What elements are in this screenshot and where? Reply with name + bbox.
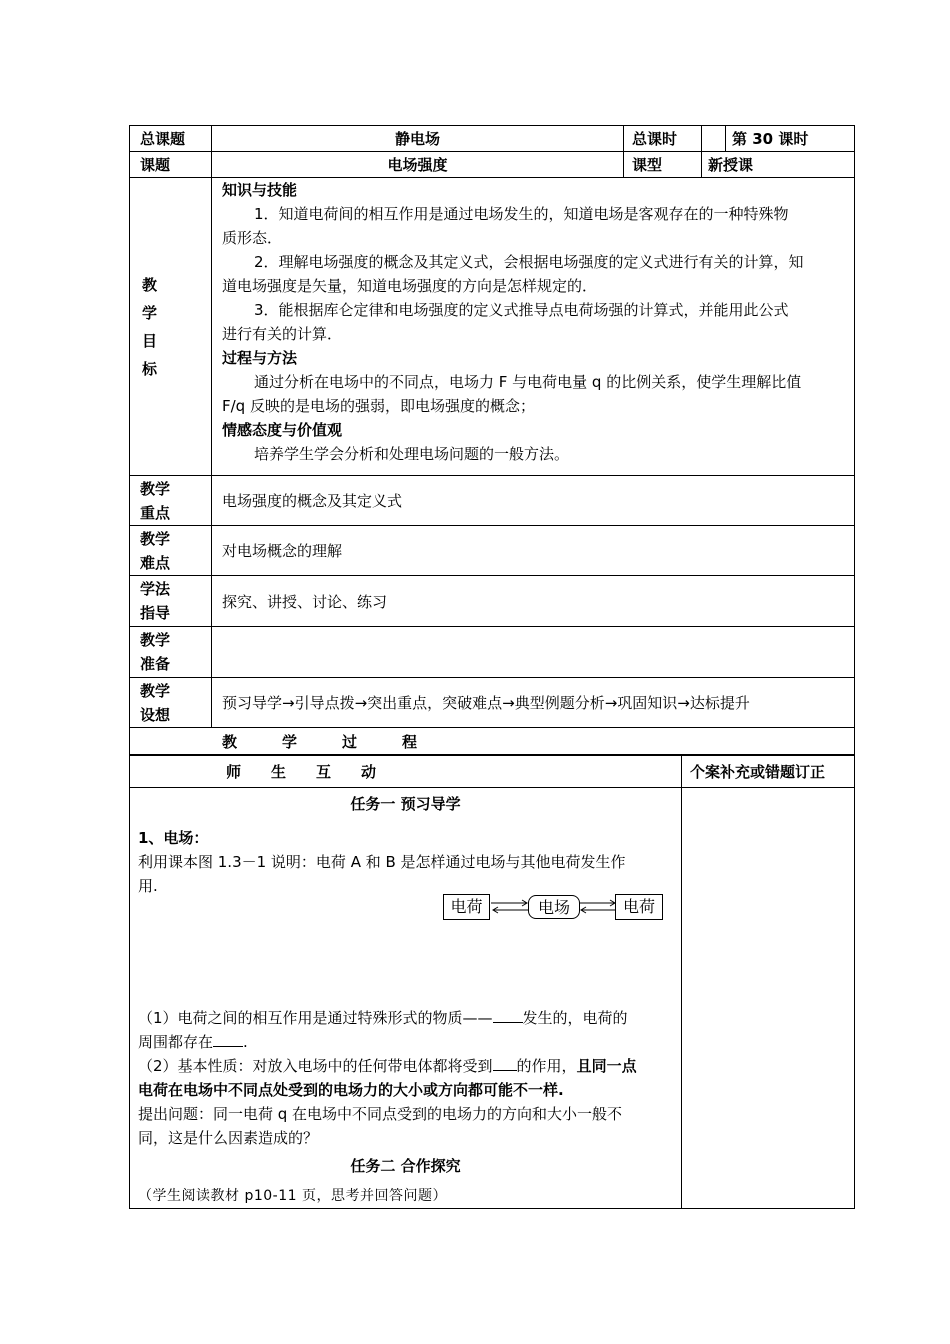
objectives-label-char: 目 xyxy=(142,331,158,350)
row-label-line: 重点 xyxy=(140,503,171,522)
difficulties-label xyxy=(130,526,212,576)
knowledge-item-3: 3．能根据库仑定律和电场强度的定义式推导点电荷场强的计算式，并能用此公式 xyxy=(254,301,789,319)
design-label xyxy=(130,678,212,728)
objectives-label-char: 教 xyxy=(142,275,158,294)
row-label-line: 教学 xyxy=(140,681,171,700)
q2-text: （2）基本性质：对放入电场中的任何带电体都将受到 xyxy=(138,1057,493,1075)
objectives-label xyxy=(130,178,212,476)
knowledge-item-3-cont: 进行有关的计算． xyxy=(222,325,343,343)
objectives-label-char: 标 xyxy=(142,359,158,378)
task1-intro: 利用课本图 1.3－1 说明：电荷 A 和 B 是怎样通过电场与其他电荷发生作 xyxy=(138,853,626,871)
type-label: 课型 xyxy=(624,152,702,178)
process-method-item: 通过分析在电场中的不同点，电场力 F 与电荷电量 q 的比例关系，使学生理解比值 xyxy=(254,373,802,391)
task2-note: （学生阅读教材 p10-11 页，思考并回答问题） xyxy=(138,1188,447,1204)
topic-label: 课题 xyxy=(130,152,212,178)
knowledge-item-2: 2．理解电场强度的概念及其定义式，会根据电场强度的定义式进行有关的计算，知 xyxy=(254,253,804,271)
task1-title: 任务一 预习导学 xyxy=(350,795,461,813)
interaction-header: 师 生 互 动 xyxy=(130,756,682,788)
task2-title: 任务二 合作探究 xyxy=(350,1157,461,1175)
process-method-title: 过程与方法 xyxy=(222,349,298,367)
objectives-label-char: 学 xyxy=(142,303,158,322)
objectives-content xyxy=(212,178,855,476)
row-label-line: 准备 xyxy=(140,655,171,673)
task1-intro-cont: 用. xyxy=(138,877,158,895)
question-1 xyxy=(138,1006,673,1030)
interaction-content xyxy=(130,788,682,1209)
method-guide-value: 探究、讲授、讨论、练习 xyxy=(212,576,855,627)
knowledge-item-1: 1．知道电荷间的相互作用是通过电场发生的，知道电场是客观存在的一种特殊物 xyxy=(254,205,789,223)
emotion-title: 情感态度与价值观 xyxy=(222,421,343,439)
emotion-item: 培养学生学会分析和处理电场问题的一般方法。 xyxy=(254,445,570,463)
process-method-item-cont: F/q 反映的是电场的强弱，即电场强度的概念； xyxy=(222,397,535,415)
question-2 xyxy=(138,1054,673,1078)
row-label-line: 教学 xyxy=(140,479,171,498)
topic-value: 电场强度 xyxy=(212,152,624,178)
question-1-cont xyxy=(138,1030,673,1054)
course-value: 静电场 xyxy=(212,126,624,152)
total-hours-label: 总课时 xyxy=(624,126,702,152)
q1-text: （1）电荷之间的相互作用是通过特殊形式的物质—— xyxy=(138,1009,493,1027)
type-value: 新授课 xyxy=(702,152,855,178)
answer-blank[interactable] xyxy=(493,1008,523,1023)
arrow-icons xyxy=(443,893,665,923)
knowledge-title: 知识与技能 xyxy=(222,181,298,199)
notes-content xyxy=(682,788,855,1209)
charge-field-diagram xyxy=(443,893,665,923)
row-label-line: 学法 xyxy=(140,580,171,598)
task1-section: 1、电场： xyxy=(138,829,209,847)
notes-header: 个案补充或错题订正 xyxy=(682,756,855,788)
teaching-process-title: 教 学 过 程 xyxy=(130,728,855,755)
row-label-line: 指导 xyxy=(140,604,171,622)
design-value: 预习导学→引导点拨→突出重点，突破难点→典型例题分析→巩固知识→达标提升 xyxy=(212,678,855,728)
preparation-value xyxy=(212,627,855,678)
q1-text-cont: 发生的，电荷的 xyxy=(522,1009,628,1027)
raise-question: 提出问题：同一电荷 q 在电场中不同点受到的电场力的方向和大小一般不 xyxy=(138,1105,623,1123)
row-label-line: 难点 xyxy=(140,553,171,572)
key-points-value: 电场强度的概念及其定义式 xyxy=(212,476,855,526)
difficulties-value: 对电场概念的理解 xyxy=(212,526,855,576)
teaching-process-table xyxy=(129,755,855,1209)
answer-blank[interactable] xyxy=(493,1056,517,1071)
knowledge-item-2-cont: 道电场强度是矢量，知道电场强度的方向是怎样规定的． xyxy=(222,277,598,295)
row-label-line: 教学 xyxy=(140,529,171,548)
answer-blank[interactable] xyxy=(213,1032,243,1047)
question-2-cont: 电荷在电场中不同点处受到的电场力的大小或方向都可能不一样. xyxy=(138,1081,564,1099)
row-label-line: 设想 xyxy=(140,705,171,724)
key-points-label xyxy=(130,476,212,526)
q1-text-3: . xyxy=(243,1033,248,1051)
preparation-label xyxy=(130,627,212,678)
lesson-header-table xyxy=(129,125,855,178)
raise-question-cont: 同，这是什么因素造成的？ xyxy=(138,1129,319,1147)
lesson-number: 第 30 课时 xyxy=(726,126,855,152)
course-label: 总课题 xyxy=(130,126,212,152)
q2-bold-text: 且同一点 xyxy=(576,1057,637,1075)
knowledge-item-1-cont: 质形态． xyxy=(222,229,283,247)
charge-box-right: 电荷 xyxy=(615,894,663,920)
q2-text-cont: 的作用， xyxy=(516,1057,577,1075)
method-guide-label xyxy=(130,576,212,627)
q1-text-2: 周围都存在 xyxy=(138,1033,214,1051)
charge-box-left: 电荷 xyxy=(443,894,490,920)
field-box: 电场 xyxy=(528,895,580,919)
row-label-line: 教学 xyxy=(140,631,171,649)
lesson-info-table xyxy=(129,177,855,755)
total-hours-value xyxy=(702,126,726,152)
